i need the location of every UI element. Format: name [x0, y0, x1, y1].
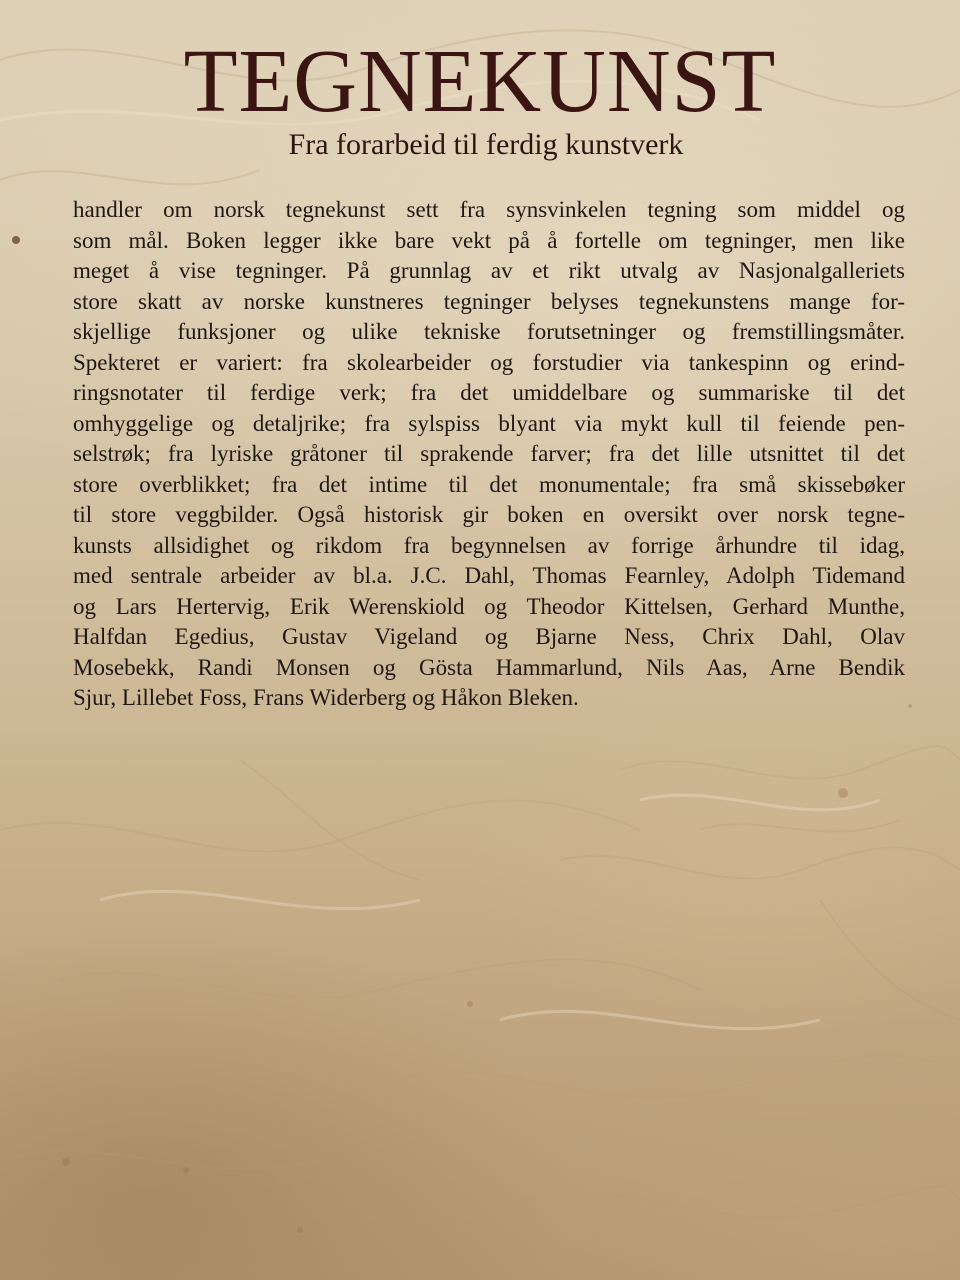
book-title: TEGNEKUNST	[183, 32, 777, 131]
blurb-line: og Lars Hertervig, Erik Werenskiold og Theodor Kittelsen, Gerhard Munthe,	[73, 593, 905, 619]
blurb-line: Mosebekk, Randi Monsen og Gösta Hammarlund, Nils Aas, Arne Bendik	[73, 654, 905, 680]
book-subtitle: Fra forarbeid til ferdig kunstverk	[288, 128, 684, 161]
blurb-line: omhyggelige og detaljrike; fra sylspiss blyant via mykt kull til feiende pen-	[73, 410, 905, 436]
blurb-paragraph	[73, 195, 905, 714]
blurb-line: selstrøk; fra lyriske gråtoner til sprakende farver; fra det lille utsnittet til det	[73, 441, 905, 466]
blurb-line: ringsnotater til ferdige verk; fra det umiddelbare og summariske til det	[73, 380, 905, 405]
blurb-line: handler om norsk tegnekunst sett fra synsvinkelen tegning som middel og	[73, 197, 905, 222]
blurb-line: Spekteret er variert: fra skolearbeider og forstudier via tankespinn og erind-	[73, 349, 905, 375]
blurb-line: kunsts allsidighet og rikdom fra begynnelsen av forrige århundre til idag,	[73, 532, 905, 558]
blurb-line: Sjur, Lillebet Foss, Frans Widerberg og Håkon Bleken.	[73, 685, 579, 710]
blurb-line: store overblikket; fra det intime til det monumentale; fra små skissebøker	[73, 471, 905, 497]
blurb-line: skjellige funksjoner og ulike tekniske forutsetninger og fremstillingsmåter.	[73, 319, 905, 344]
blurb-line: store skatt av norske kunstneres tegninger belyses tegnekunstens mange for-	[73, 288, 905, 314]
blurb-line: Halfdan Egedius, Gustav Vigeland og Bjarne Ness, Chrix Dahl, Olav	[73, 624, 905, 649]
paper-blemish	[12, 236, 20, 244]
blurb-line: meget å vise tegninger. På grunnlag av et rikt utvalg av Nasjonalgalleriets	[73, 258, 905, 283]
blurb-line: med sentrale arbeider av bl.a. J.C. Dahl, Thomas Fearnley, Adolph Tidemand	[73, 563, 905, 588]
blurb-line: som mål. Boken legger ikke bare vekt på å fortelle om tegninger, men like	[73, 227, 905, 253]
blurb-line: til store veggbilder. Også historisk gir boken en oversikt over norsk tegne-	[73, 502, 905, 527]
